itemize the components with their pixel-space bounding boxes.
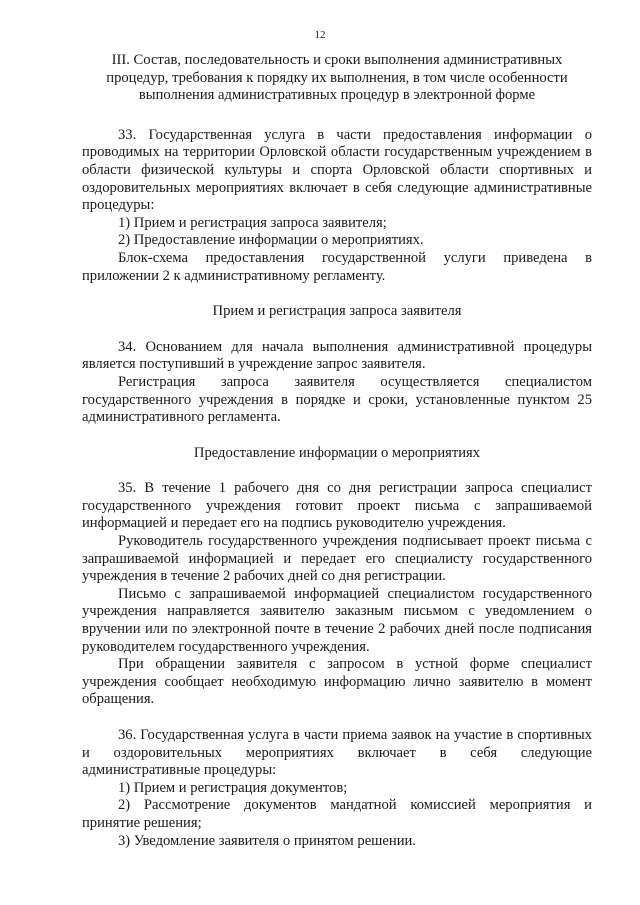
paragraph-35-2: Руководитель государственного учреждения подписывает проект письма с запрашиваемой информацией и передает его специалисту государственного учреждения в течение 2 рабочих дней со дня регистрации. (82, 533, 592, 585)
list-item: 2) Рассмотрение документов мандатной комиссией мероприятия и принятие решения; (82, 797, 592, 831)
subheading-info: Предоставление информации о мероприятиях (193, 444, 481, 461)
paragraph-33-note: Блок-схема предоставления государственной услуги приведена в приложении 2 к административному регламенту. (82, 249, 592, 284)
subheading-reception: Прием и регистрация запроса заявителя (212, 303, 462, 320)
page-number: 12 (314, 29, 326, 41)
paragraph-35-1: 35. В течение 1 рабочего дня со дня регистрации запроса специалист государственного учреждения готовит проект письма с запрашиваемой информацией и передает его на подпись руководителю учреждения. (82, 480, 592, 532)
paragraph-36-intro: 36. Государственная услуга в части приема заявок на участие в спортивных и оздоровительных мероприятиях включает в себя следующие административные процедуры: (82, 727, 592, 779)
list-item: 2) Предоставление информации о мероприятиях. (118, 232, 424, 249)
list-item: 1) Прием и регистрация запроса заявителя; (118, 214, 387, 231)
list-item: 1) Прием и регистрация документов; (118, 779, 348, 796)
list-item: 3) Уведомление заявителя о принятом решении. (118, 832, 416, 849)
paragraph-34-1: 34. Основанием для начала выполнения административной процедуры является поступивший в учреждение запрос заявителя. (82, 338, 592, 373)
paragraph-34-2: Регистрация запроса заявителя осуществляется специалистом государственного учреждения в порядке и сроки, установленные пунктом 25 административного регламента. (82, 373, 592, 426)
paragraph-33-intro: 33. Государственная услуга в части предоставления информации о проводимых на территории Орловской области государственным учреждением в области физической культуры и спорта Орловской области спортивных и оздоровительных мероприятиях включает в себя следующие административные процедуры: (82, 126, 592, 214)
document-body (82, 52, 592, 850)
paragraph-35-4: При обращении заявителя с запросом в устной форме специалист учреждения сообщает необходимую информацию лично заявителю в момент обращения. (82, 656, 592, 708)
paragraph-35-3: Письмо с запрашиваемой информацией специалистом государственного учреждения направляется заявителю заказным письмом с уведомлением о вручении или по электронной почте в течение 2 рабочих дней после подписания руководителем государственного учреждения. (82, 585, 592, 655)
section-heading: III. Состав, последовательность и сроки выполнения административных процедур, требования к порядку их выполнения, в том числе особенности выполнения административных процедур в электронной форме (106, 52, 568, 104)
